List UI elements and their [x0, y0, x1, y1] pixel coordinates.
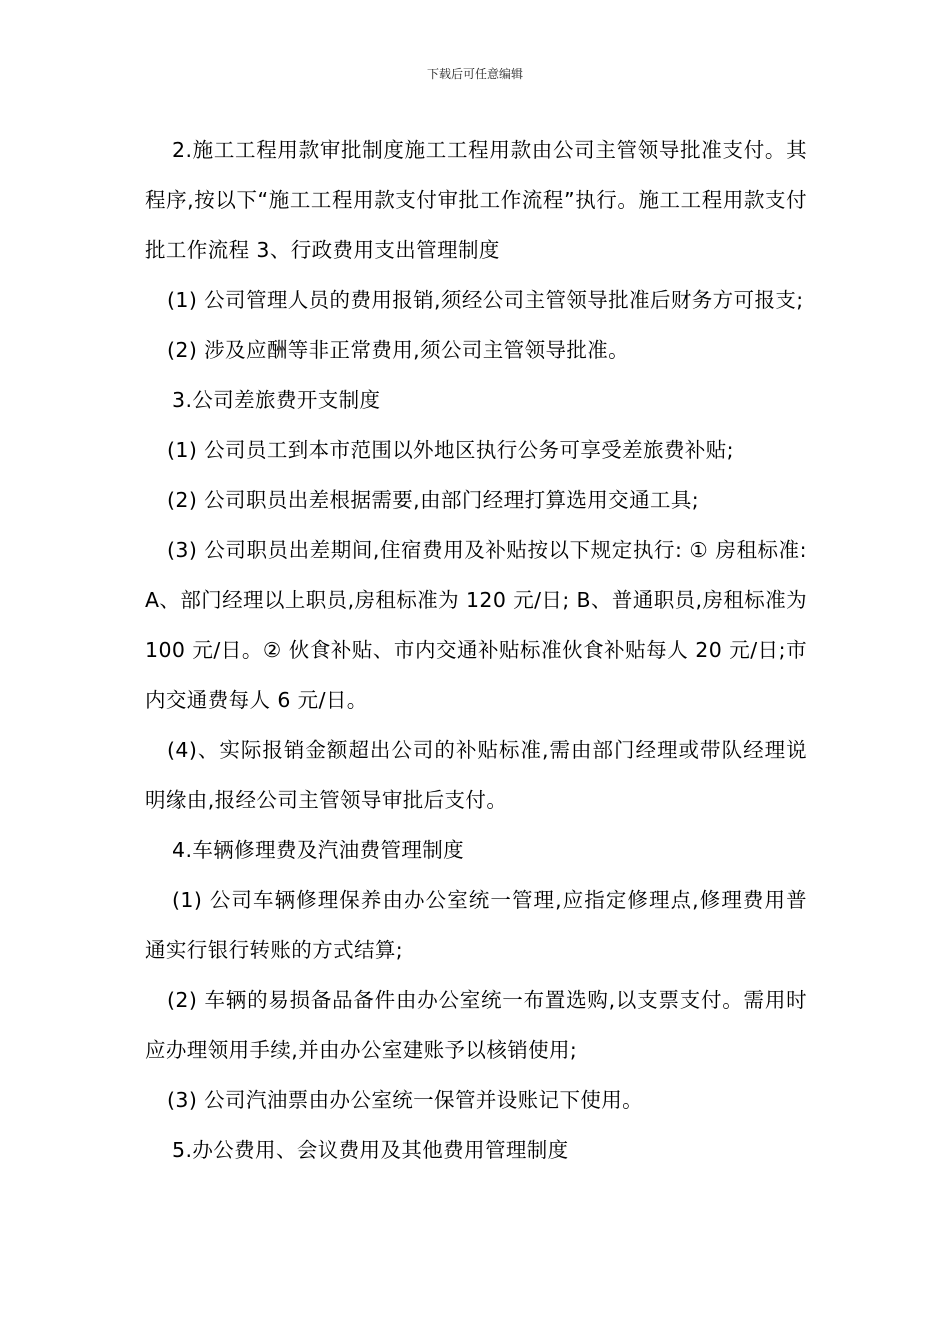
paragraph-travel-3: (3) 公司职员出差期间,住宿费用及补贴按以下规定执行: ① 房租标准: A、部门经理以上职员,房租标准为 120 元/日; B、普通职员,房租标准为 100 元/日。② 伙食补贴、市内交通补贴标准伙食补贴每人 20 元/日;市内交通费每人 6 元/日。 [145, 538, 807, 712]
paragraph-vehicle-3: (3) 公司汽油票由办公室统一保管并设账记下使用。 [167, 1088, 644, 1112]
paragraph-travel-4: (4)、实际报销金额超出公司的补贴标准,需由部门经理或带队经理说明缘由,报经公司主管领导审批后支付。 [145, 738, 807, 812]
section-heading-vehicle: 4.车辆修理费及汽油费管理制度 [172, 838, 465, 862]
section-heading-office: 5.办公费用、会议费用及其他费用管理制度 [172, 1138, 569, 1162]
paragraph-vehicle-1: (1) 公司车辆修理保养由办公室统一管理,应指定修理点,修理费用普通实行银行转账的方式结算; [145, 888, 807, 962]
paragraph-construction-approval: 2.施工工程用款审批制度施工工程用款由公司主管领导批准支付。其程序,按以下“施工工程用款支付审批工作流程”执行。施工工程用款支付批工作流程 3、行政费用支出管理制度 [145, 138, 807, 262]
paragraph-travel-2: (2) 公司职员出差根据需要,由部门经理打算选用交通工具; [167, 488, 700, 512]
paragraph-admin-expense-1: (1) 公司管理人员的费用报销,须经公司主管领导批准后财务方可报支; [167, 288, 804, 312]
paragraph-travel-1: (1) 公司员工到本市范围以外地区执行公务可享受差旅费补贴; [167, 438, 734, 462]
page-header: 下载后可任意编辑 [426, 67, 523, 81]
document-body [145, 125, 807, 1175]
paragraph-admin-expense-2: (2) 涉及应酬等非正常费用,须公司主管领导批准。 [167, 338, 630, 362]
section-heading-travel: 3.公司差旅费开支制度 [172, 388, 381, 412]
paragraph-vehicle-2: (2) 车辆的易损备品备件由办公室统一布置选购,以支票支付。需用时应办理领用手续,并由办公室建账予以核销使用; [145, 988, 807, 1062]
